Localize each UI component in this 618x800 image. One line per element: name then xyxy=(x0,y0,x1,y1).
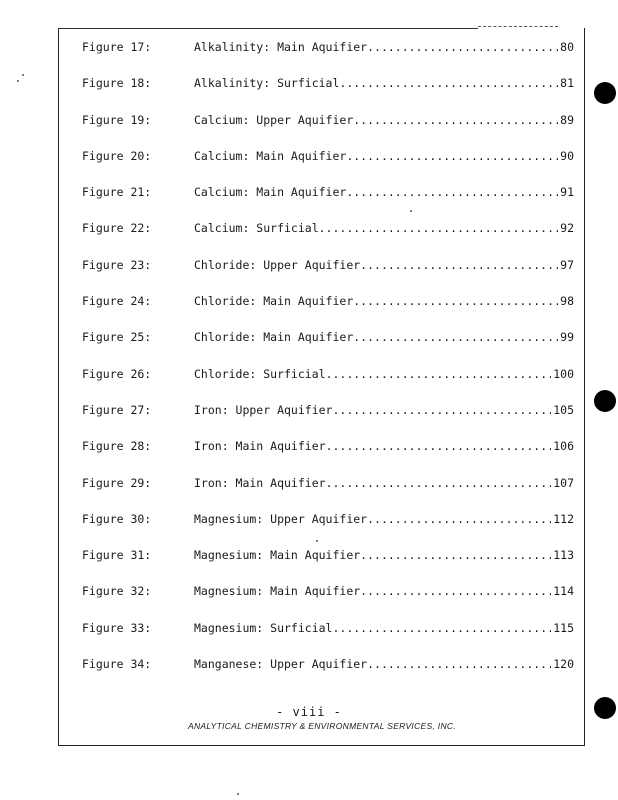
figure-number: Figure 20: xyxy=(82,148,152,163)
page-number: 97 xyxy=(560,257,574,272)
figure-title: Magnesium: Main Aquifier xyxy=(194,548,361,563)
dot-leader xyxy=(332,403,551,417)
figure-title: Calcium: Upper Aquifier xyxy=(194,112,354,127)
toc-row xyxy=(82,294,574,330)
top-rule xyxy=(58,28,478,29)
figure-number: Figure 30: xyxy=(82,511,152,526)
figure-title: Iron: Main Aquifier xyxy=(194,439,326,454)
page-number: 90 xyxy=(560,148,574,163)
page-number: 81 xyxy=(560,76,574,91)
toc-row xyxy=(82,330,574,366)
dot-leader xyxy=(326,476,552,490)
dot-leader xyxy=(339,76,558,90)
page-number: 115 xyxy=(553,620,574,635)
toc-row xyxy=(82,367,574,403)
page-number: 107 xyxy=(553,475,574,490)
dot-leader xyxy=(346,185,558,199)
figure-title: Calcium: Main Aquifier xyxy=(194,148,347,163)
figure-number: Figure 31: xyxy=(82,548,152,563)
figure-number: Figure 17: xyxy=(82,40,152,54)
figure-title: Magnesium: Main Aquifier xyxy=(194,584,361,599)
figure-title: Chloride: Upper Aquifier xyxy=(194,257,361,272)
page-number: 112 xyxy=(553,511,574,526)
figure-title: Calcium: Main Aquifier xyxy=(194,185,347,200)
footer-page-number: - viii - xyxy=(276,705,342,719)
dot-leader xyxy=(360,548,551,562)
page-number: 120 xyxy=(553,657,574,672)
toc-row xyxy=(82,439,574,475)
toc-entry xyxy=(194,294,574,308)
figure-number: Figure 29: xyxy=(82,475,152,490)
figure-number: Figure 28: xyxy=(82,439,152,454)
dot-leader xyxy=(346,149,558,163)
page-number: 92 xyxy=(560,221,574,236)
figure-title: Magnesium: Upper Aquifier xyxy=(194,511,368,526)
toc-row xyxy=(82,621,574,657)
toc-entry xyxy=(194,367,574,381)
page-number: 105 xyxy=(553,402,574,417)
toc-row xyxy=(82,185,574,221)
figure-title: Chloride: Main Aquifier xyxy=(194,330,354,345)
toc-entry xyxy=(194,657,574,671)
dot-leader xyxy=(326,367,552,381)
toc-row xyxy=(82,76,574,112)
figure-title: Calcium: Surficial xyxy=(194,221,319,236)
toc-row xyxy=(82,584,574,620)
toc-entry xyxy=(194,512,574,526)
toc-row xyxy=(82,403,574,439)
dot-leader xyxy=(367,657,551,671)
binder-hole xyxy=(594,697,616,719)
figure-title: Magnesium: Surficial xyxy=(194,620,333,635)
binder-hole xyxy=(594,390,616,412)
dot-leader xyxy=(360,258,558,272)
toc-row xyxy=(82,657,574,693)
dot-leader xyxy=(367,40,558,54)
toc-entry xyxy=(194,149,574,163)
scan-speck xyxy=(237,793,239,795)
toc-row xyxy=(82,476,574,512)
toc-row xyxy=(82,149,574,185)
binder-hole xyxy=(594,82,616,104)
figure-number: Figure 23: xyxy=(82,257,152,272)
toc-entry xyxy=(194,584,574,598)
scan-speck xyxy=(316,540,318,542)
page-number: 113 xyxy=(553,548,574,563)
figure-number: Figure 26: xyxy=(82,366,152,381)
page-number: 98 xyxy=(560,294,574,309)
figure-number: Figure 33: xyxy=(82,620,152,635)
footer-company-name: ANALYTICAL CHEMISTRY & ENVIRONMENTAL SERVICES, INC. xyxy=(187,721,456,731)
toc-row xyxy=(82,548,574,584)
dot-leader xyxy=(353,330,558,344)
page-number: 99 xyxy=(560,330,574,345)
figure-title: Chloride: Main Aquifier xyxy=(194,294,354,309)
page-number: 89 xyxy=(560,112,574,127)
figure-number: Figure 32: xyxy=(82,584,152,599)
figure-title: Iron: Main Aquifier xyxy=(194,475,326,490)
toc-entry xyxy=(194,403,574,417)
scan-speck xyxy=(410,210,412,212)
figure-number: Figure 27: xyxy=(82,402,152,417)
toc-entry xyxy=(194,76,574,90)
page-number: 106 xyxy=(553,439,574,454)
scan-speck xyxy=(22,74,24,76)
figure-number: Figure 22: xyxy=(82,221,152,236)
page-number: 114 xyxy=(553,584,574,599)
dot-leader xyxy=(353,113,558,127)
toc-entry xyxy=(194,185,574,199)
toc-row xyxy=(82,512,574,548)
toc-entry xyxy=(194,548,574,562)
toc-entry xyxy=(194,258,574,272)
page-number: 100 xyxy=(553,366,574,381)
top-dashes xyxy=(478,26,558,27)
figure-title: Alkalinity: Main Aquifier xyxy=(194,40,368,54)
figure-title: Iron: Upper Aquifier xyxy=(194,402,333,417)
table-of-figures xyxy=(82,40,574,693)
toc-entry xyxy=(194,330,574,344)
dot-leader xyxy=(326,439,552,453)
page-number: 80 xyxy=(560,40,574,54)
toc-row xyxy=(82,258,574,294)
figure-number: Figure 18: xyxy=(82,76,152,91)
toc-row xyxy=(82,221,574,257)
toc-entry xyxy=(194,221,574,235)
dot-leader xyxy=(360,584,551,598)
toc-row xyxy=(82,40,574,76)
figure-number: Figure 25: xyxy=(82,330,152,345)
scan-speck xyxy=(17,80,19,82)
dot-leader xyxy=(367,512,551,526)
figure-number: Figure 24: xyxy=(82,294,152,309)
figure-number: Figure 21: xyxy=(82,185,152,200)
dot-leader xyxy=(319,221,559,235)
dot-leader xyxy=(353,294,558,308)
toc-entry xyxy=(194,439,574,453)
dot-leader xyxy=(332,621,551,635)
toc-row xyxy=(82,113,574,149)
figure-number: Figure 19: xyxy=(82,112,152,127)
figure-title: Chloride: Surficial xyxy=(194,366,326,381)
figure-title: Manganese: Upper Aquifier xyxy=(194,657,368,672)
figure-title: Alkalinity: Surficial xyxy=(194,76,340,91)
page-number: 91 xyxy=(560,185,574,200)
toc-entry xyxy=(194,40,574,54)
toc-entry xyxy=(194,621,574,635)
figure-number: Figure 34: xyxy=(82,657,152,672)
toc-entry xyxy=(194,476,574,490)
toc-entry xyxy=(194,113,574,127)
